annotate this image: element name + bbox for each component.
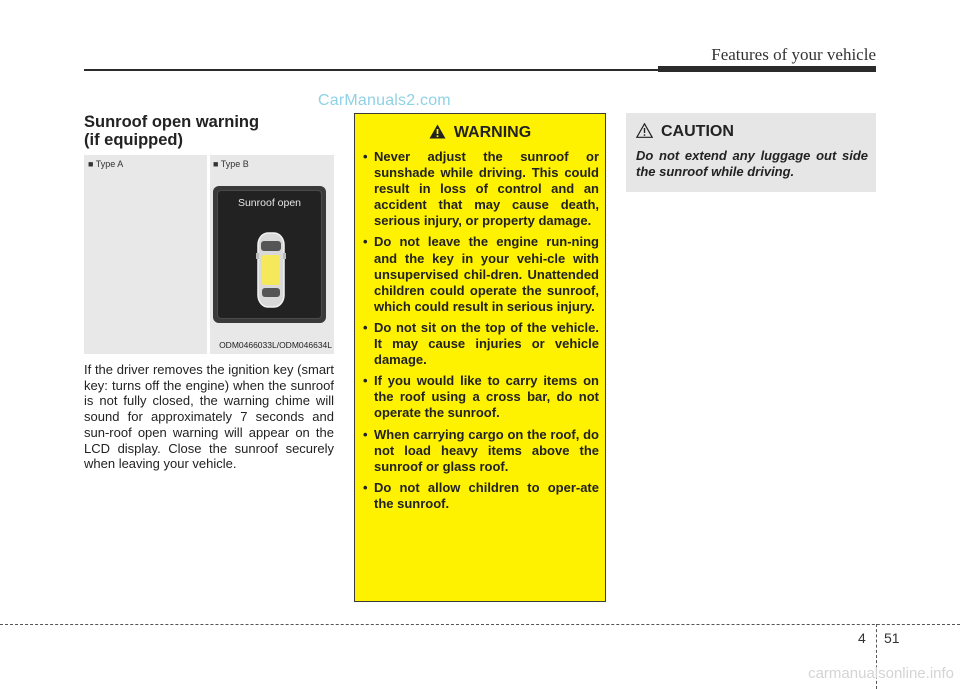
warning-item: • If you would like to carry items on the roof using a cross bar, do not operate the sunroof.	[363, 373, 599, 421]
section-body: If the driver removes the ignition key (smart key: turns off the engine) when the sunroof is not fully closed, the warning chime will sound for approximately 7 seconds and sun-roof open warning will appear on the LCD display. Close the sunroof securely when leaving your vehicle.	[84, 362, 334, 472]
bullet-icon: •	[363, 479, 368, 495]
figure-divider	[207, 155, 210, 354]
caution-heading	[636, 123, 734, 141]
site-watermark: carmanualsonline.info	[808, 665, 954, 682]
section-title-line1: Sunroof open warning	[84, 113, 260, 131]
watermark-link[interactable]: CarManuals2.com	[318, 92, 451, 109]
chapter-title: Features of your vehicle	[711, 45, 876, 64]
warning-item: • When carrying cargo on the roof, do not load heavy items above the sunroof or glass roof.	[363, 426, 599, 474]
bullet-icon: •	[363, 426, 368, 442]
caution-text: Do not extend any luggage out side the sunroof while driving.	[636, 148, 868, 179]
warning-item: • Do not leave the engine run-ning and the key in your vehi-cle with unsupervised chil-dren. Unattended children could operate the sunroof, which could result in serious injury.	[363, 234, 599, 314]
type-a-label: ■ Type A	[88, 159, 124, 169]
lcd-screen	[217, 190, 322, 319]
section-title-line2: (if equipped)	[84, 131, 183, 149]
figure-code: ODM0466033L/ODM046634L	[219, 340, 332, 350]
bullet-icon: •	[363, 373, 368, 389]
bullet-icon: •	[363, 234, 368, 250]
sunroof-figure	[84, 155, 334, 354]
warning-item: • Do not sit on the top of the vehicle. It may cause injuries or vehicle damage.	[363, 319, 599, 368]
lcd-display	[213, 186, 326, 323]
type-b-label: ■ Type B	[213, 159, 249, 169]
bullet-icon: •	[363, 149, 368, 164]
chapter-number: 4	[858, 630, 866, 646]
lcd-message: Sunroof open	[237, 197, 302, 209]
header-rule-accent	[658, 66, 876, 72]
warning-list	[363, 149, 599, 517]
bullet-icon: •	[363, 319, 368, 335]
caution-title: CAUTION	[661, 123, 734, 140]
warning-box	[354, 113, 606, 602]
warning-item: • Never adjust the sunroof or sunshade while driving. This could result in loss of control and an accident that may cause death, serious injury, or property damage.	[363, 149, 599, 229]
footer-rule	[0, 624, 960, 625]
page-number: 51	[884, 630, 900, 646]
caution-triangle-icon	[636, 123, 653, 138]
section-title	[84, 113, 259, 149]
warning-triangle-icon	[429, 124, 446, 139]
warning-title: WARNING	[453, 124, 532, 141]
warning-item: • Do not allow children to oper-ate the sunroof.	[363, 479, 599, 511]
car-top-view-icon	[256, 231, 286, 309]
warning-heading	[355, 124, 605, 142]
caution-box	[626, 113, 876, 192]
